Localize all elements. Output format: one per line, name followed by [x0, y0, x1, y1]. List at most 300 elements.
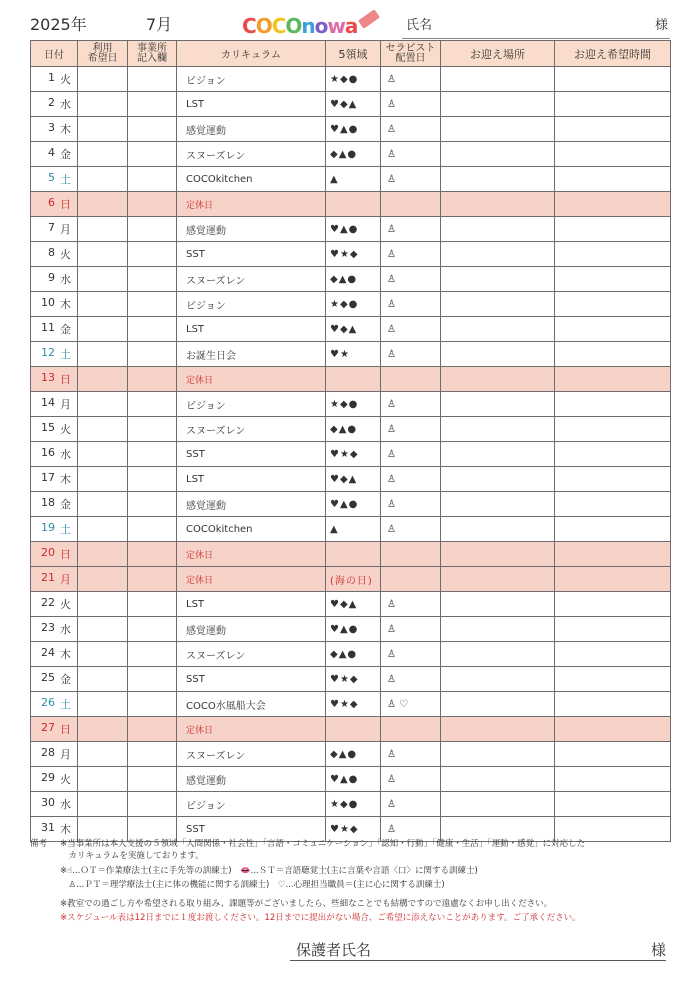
curriculum-cell: LST — [177, 317, 326, 342]
therapist-cell: ♙ — [381, 242, 441, 267]
office-note-cell[interactable] — [128, 442, 177, 467]
day-cell — [31, 567, 78, 592]
table-row — [31, 717, 671, 742]
table-row — [31, 267, 671, 292]
weekday: 木 — [60, 123, 71, 136]
pickup-time-cell[interactable] — [555, 442, 671, 467]
day-number: 23 — [41, 621, 55, 634]
pickup-time-cell[interactable] — [555, 642, 671, 667]
weekday: 月 — [60, 398, 71, 411]
use-request-cell[interactable] — [78, 342, 128, 367]
therapist-cell — [381, 567, 441, 592]
day-number: 11 — [41, 321, 55, 334]
office-note-cell[interactable] — [128, 692, 177, 717]
weekday: 金 — [60, 673, 71, 686]
pickup-time-cell[interactable] — [555, 517, 671, 542]
curriculum-cell: スヌーズレン — [177, 642, 326, 667]
pickup-time-cell[interactable] — [555, 767, 671, 792]
five-areas-cell: ◆▲● — [326, 142, 381, 167]
weekday: 月 — [60, 573, 71, 586]
note-deadline: ※スケジュール表は12日までに１度お渡しください。12日までに提出がない場合、ご希望に添えないことがあります。ご了承ください。 — [60, 913, 581, 923]
five-areas-cell: ♥▲● — [326, 217, 381, 242]
use-request-cell[interactable] — [78, 292, 128, 317]
office-note-cell[interactable] — [128, 492, 177, 517]
pickup-time-cell[interactable] — [555, 717, 671, 742]
table-row — [31, 342, 671, 367]
table-row — [31, 592, 671, 617]
use-request-cell[interactable] — [78, 242, 128, 267]
use-request-cell[interactable] — [78, 167, 128, 192]
pickup-place-cell[interactable] — [441, 342, 555, 367]
curriculum-cell: 感覚運動 — [177, 767, 326, 792]
day-number: 17 — [41, 471, 55, 484]
pickup-time-cell[interactable] — [555, 592, 671, 617]
office-note-cell[interactable] — [128, 617, 177, 642]
pickup-time-cell[interactable] — [555, 317, 671, 342]
day-number: 31 — [41, 821, 55, 834]
year-label: 2025年 — [30, 15, 87, 34]
use-request-cell[interactable] — [78, 692, 128, 717]
name-label: 氏名 — [406, 18, 433, 33]
use-request-cell[interactable] — [78, 792, 128, 817]
pickup-time-cell[interactable] — [555, 292, 671, 317]
pickup-time-cell[interactable] — [555, 742, 671, 767]
weekday: 土 — [60, 348, 71, 361]
pickup-time-cell[interactable] — [555, 792, 671, 817]
use-request-cell[interactable] — [78, 667, 128, 692]
day-cell — [31, 317, 78, 342]
weekday: 木 — [60, 298, 71, 311]
name-field[interactable] — [402, 38, 670, 39]
use-request-cell[interactable] — [78, 742, 128, 767]
day-cell — [31, 242, 78, 267]
use-request-cell[interactable] — [78, 542, 128, 567]
five-areas-cell: ♥★◆ — [326, 817, 381, 842]
weekday: 火 — [60, 598, 71, 611]
five-areas-cell: ♥▲● — [326, 617, 381, 642]
therapist-cell: ♙ — [381, 117, 441, 142]
five-areas-cell: ▲ — [326, 167, 381, 192]
pickup-time-cell[interactable] — [555, 142, 671, 167]
table-row — [31, 117, 671, 142]
office-note-cell[interactable] — [128, 342, 177, 367]
office-note-cell[interactable] — [128, 167, 177, 192]
pickup-time-cell[interactable] — [555, 492, 671, 517]
office-note-cell[interactable] — [128, 142, 177, 167]
office-note-cell[interactable] — [128, 792, 177, 817]
table-row — [31, 417, 671, 442]
col-office-note — [128, 41, 177, 67]
weekday: 木 — [60, 648, 71, 661]
curriculum-cell: COCOkitchen — [177, 517, 326, 542]
therapist-cell: ♙ — [381, 742, 441, 767]
note-line: カリキュラムを実施しております。 — [60, 851, 204, 861]
weekday: 木 — [60, 823, 71, 836]
pickup-time-cell[interactable] — [555, 342, 671, 367]
table-row — [31, 392, 671, 417]
office-note-cell[interactable] — [128, 117, 177, 142]
day-number: 14 — [41, 396, 55, 409]
use-request-cell[interactable] — [78, 492, 128, 517]
day-cell — [31, 117, 78, 142]
day-cell — [31, 342, 78, 367]
pickup-time-cell[interactable] — [555, 542, 671, 567]
pickup-place-cell[interactable] — [441, 467, 555, 492]
logo-letter: a — [344, 14, 358, 38]
therapist-cell: ♙ — [381, 317, 441, 342]
office-note-cell[interactable] — [128, 567, 177, 592]
pickup-place-cell[interactable] — [441, 67, 555, 92]
use-request-cell[interactable] — [78, 142, 128, 167]
day-number: 2 — [48, 96, 55, 109]
day-cell — [31, 442, 78, 467]
pickup-place-cell[interactable] — [441, 542, 555, 567]
table-row — [31, 442, 671, 467]
pickup-time-cell[interactable] — [555, 192, 671, 217]
therapist-cell: ♙ — [381, 667, 441, 692]
five-areas-cell: ◆▲● — [326, 642, 381, 667]
day-cell — [31, 192, 78, 217]
pickup-time-cell[interactable] — [555, 417, 671, 442]
pickup-place-cell[interactable] — [441, 692, 555, 717]
office-note-cell[interactable] — [128, 542, 177, 567]
table-row — [31, 467, 671, 492]
curriculum-cell: SST — [177, 442, 326, 467]
table-row — [31, 767, 671, 792]
use-request-cell[interactable] — [78, 367, 128, 392]
office-note-cell[interactable] — [128, 742, 177, 767]
pickup-place-cell[interactable] — [441, 767, 555, 792]
use-request-cell[interactable] — [78, 192, 128, 217]
five-areas-cell: ♥▲● — [326, 117, 381, 142]
therapist-cell: ♙ — [381, 167, 441, 192]
therapist-cell — [381, 542, 441, 567]
therapist-cell — [381, 367, 441, 392]
col-day: 日付 — [31, 41, 78, 67]
guardian-signature-field[interactable] — [290, 937, 666, 961]
use-request-cell[interactable] — [78, 642, 128, 667]
curriculum-cell: スヌーズレン — [177, 267, 326, 292]
five-areas-cell: ♥★ — [326, 342, 381, 367]
office-note-cell[interactable] — [128, 367, 177, 392]
table-header-row — [31, 41, 671, 67]
use-request-cell[interactable] — [78, 592, 128, 617]
curriculum-cell: 定休日 — [177, 192, 326, 217]
day-number: 9 — [48, 271, 55, 284]
day-number: 22 — [41, 596, 55, 609]
weekday: 火 — [60, 73, 71, 86]
curriculum-cell: LST — [177, 467, 326, 492]
logo-letter: O — [285, 14, 302, 38]
logo-letter: O — [255, 14, 272, 38]
pickup-place-cell[interactable] — [441, 567, 555, 592]
day-cell — [31, 717, 78, 742]
pickup-place-cell[interactable] — [441, 167, 555, 192]
pickup-place-cell[interactable] — [441, 242, 555, 267]
pickup-place-cell[interactable] — [441, 592, 555, 617]
therapist-cell — [381, 717, 441, 742]
pickup-time-cell[interactable] — [555, 167, 671, 192]
weekday: 金 — [60, 323, 71, 336]
day-cell — [31, 217, 78, 242]
use-request-cell[interactable] — [78, 417, 128, 442]
therapist-cell: ♙ — [381, 142, 441, 167]
use-request-cell[interactable] — [78, 217, 128, 242]
curriculum-cell: ビジョン — [177, 392, 326, 417]
use-request-cell[interactable] — [78, 617, 128, 642]
day-number: 4 — [48, 146, 55, 159]
office-note-cell[interactable] — [128, 592, 177, 617]
day-number: 21 — [41, 571, 55, 584]
five-areas-cell — [326, 192, 381, 217]
curriculum-cell: SST — [177, 667, 326, 692]
day-number: 8 — [48, 246, 55, 259]
office-note-cell[interactable] — [128, 767, 177, 792]
day-cell — [31, 367, 78, 392]
use-request-cell[interactable] — [78, 117, 128, 142]
five-areas-cell: ♥★◆ — [326, 242, 381, 267]
pickup-place-cell[interactable] — [441, 142, 555, 167]
five-areas-cell — [326, 367, 381, 392]
day-cell — [31, 467, 78, 492]
office-note-cell[interactable] — [128, 467, 177, 492]
col-office-note-label: 事業所 記入欄 — [137, 42, 167, 64]
therapist-cell: ♙ — [381, 442, 441, 467]
logo-letter: w — [327, 14, 345, 38]
day-cell — [31, 617, 78, 642]
pickup-place-cell[interactable] — [441, 217, 555, 242]
notes-label: 備考 — [30, 839, 48, 849]
curriculum-cell: スヌーズレン — [177, 417, 326, 442]
curriculum-cell: COCOkitchen — [177, 167, 326, 192]
pickup-time-cell[interactable] — [555, 267, 671, 292]
note-line: ※☝...ＯＴ＝作業療法士(主に手先等の訓練士) 👄...ＳＴ＝言語聴覚士(主に言葉や言語〈口〉に関する訓練士) — [60, 866, 478, 876]
office-note-cell[interactable] — [128, 67, 177, 92]
therapist-cell: ♙ — [381, 67, 441, 92]
day-cell — [31, 542, 78, 567]
pickup-place-cell[interactable] — [441, 717, 555, 742]
day-cell — [31, 792, 78, 817]
use-request-cell[interactable] — [78, 567, 128, 592]
pickup-time-cell[interactable] — [555, 67, 671, 92]
pickup-place-cell[interactable] — [441, 442, 555, 467]
five-areas-cell: ◆▲● — [326, 267, 381, 292]
table-row — [31, 492, 671, 517]
day-cell — [31, 417, 78, 442]
day-number: 28 — [41, 746, 55, 759]
pickup-place-cell[interactable] — [441, 92, 555, 117]
coconowa-logo — [242, 8, 379, 38]
table-row — [31, 292, 671, 317]
office-note-cell[interactable] — [128, 292, 177, 317]
weekday: 水 — [60, 798, 71, 811]
five-areas-cell: ♥◆▲ — [326, 592, 381, 617]
use-request-cell[interactable] — [78, 317, 128, 342]
table-row — [31, 642, 671, 667]
use-request-cell[interactable] — [78, 467, 128, 492]
guardian-label: 保護者氏名 — [296, 941, 372, 959]
pickup-time-cell[interactable] — [555, 117, 671, 142]
day-cell — [31, 692, 78, 717]
curriculum-cell: 定休日 — [177, 717, 326, 742]
day-number: 27 — [41, 721, 55, 734]
table-row — [31, 67, 671, 92]
therapist-cell: ♙ — [381, 617, 441, 642]
five-areas-cell — [326, 542, 381, 567]
therapist-cell: ♙ — [381, 642, 441, 667]
curriculum-cell: 定休日 — [177, 367, 326, 392]
pickup-place-cell[interactable] — [441, 192, 555, 217]
weekday: 日 — [60, 198, 71, 211]
pickup-time-cell[interactable] — [555, 467, 671, 492]
weekday: 月 — [60, 223, 71, 236]
weekday: 金 — [60, 498, 71, 511]
use-request-cell[interactable] — [78, 92, 128, 117]
weekday: 水 — [60, 273, 71, 286]
logo-letter: n — [301, 14, 315, 38]
col-areas: 5領域 — [326, 41, 381, 67]
five-areas-cell: ▲ — [326, 517, 381, 542]
pickup-time-cell[interactable] — [555, 392, 671, 417]
table-row — [31, 567, 671, 592]
pickup-time-cell[interactable] — [555, 217, 671, 242]
day-cell — [31, 392, 78, 417]
office-note-cell[interactable] — [128, 642, 177, 667]
therapist-cell: ♙ ♡ — [381, 692, 441, 717]
weekday: 水 — [60, 448, 71, 461]
table-row — [31, 167, 671, 192]
office-note-cell[interactable] — [128, 242, 177, 267]
logo-letter: o — [314, 14, 328, 38]
day-number: 25 — [41, 671, 55, 684]
curriculum-cell: COCO水風船大会 — [177, 692, 326, 717]
day-number: 10 — [41, 296, 55, 309]
pickup-place-cell[interactable] — [441, 292, 555, 317]
office-note-cell[interactable] — [128, 217, 177, 242]
day-number: 13 — [41, 371, 55, 384]
note-line: ※当事業所は本人支援の５領域「人間関係・社会性」「言語・コミュニケーション」「認知・行動」「健康・生活」「運動・感覚」に対応した — [60, 839, 586, 849]
use-request-cell[interactable] — [78, 717, 128, 742]
weekday: 火 — [60, 423, 71, 436]
use-request-cell[interactable] — [78, 517, 128, 542]
five-areas-cell: ★◆● — [326, 392, 381, 417]
pickup-place-cell[interactable] — [441, 667, 555, 692]
therapist-cell: ♙ — [381, 767, 441, 792]
table-row — [31, 92, 671, 117]
curriculum-cell: 定休日 — [177, 567, 326, 592]
day-cell — [31, 742, 78, 767]
weekday: 金 — [60, 148, 71, 161]
pickup-time-cell[interactable] — [555, 692, 671, 717]
curriculum-cell: お誕生日会 — [177, 342, 326, 367]
weekday: 火 — [60, 248, 71, 261]
pickup-time-cell[interactable] — [555, 92, 671, 117]
five-areas-cell: ◆▲● — [326, 417, 381, 442]
pickup-place-cell[interactable] — [441, 267, 555, 292]
pickup-place-cell[interactable] — [441, 417, 555, 442]
five-areas-cell: ♥★◆ — [326, 692, 381, 717]
pickup-place-cell[interactable] — [441, 367, 555, 392]
five-areas-cell: ♥★◆ — [326, 667, 381, 692]
five-areas-cell: ★◆● — [326, 292, 381, 317]
weekday: 月 — [60, 748, 71, 761]
pickup-place-cell[interactable] — [441, 742, 555, 767]
office-note-cell[interactable] — [128, 667, 177, 692]
pickup-place-cell[interactable] — [441, 642, 555, 667]
day-cell — [31, 492, 78, 517]
office-note-cell[interactable] — [128, 417, 177, 442]
pickup-place-cell[interactable] — [441, 117, 555, 142]
five-areas-cell: (海の日) — [326, 567, 381, 592]
use-request-cell[interactable] — [78, 767, 128, 792]
note-line: ※教室での過ごし方や希望される取り組み、課題等がございましたら、些細なことでも結構ですので遠慮なくお申し出ください。 — [60, 899, 553, 909]
curriculum-cell: 感覚運動 — [177, 217, 326, 242]
office-note-cell[interactable] — [128, 392, 177, 417]
therapist-cell: ♙ — [381, 792, 441, 817]
weekday: 水 — [60, 623, 71, 636]
five-areas-cell: ♥▲● — [326, 767, 381, 792]
pickup-time-cell[interactable] — [555, 567, 671, 592]
day-cell — [31, 292, 78, 317]
five-areas-cell: ♥◆▲ — [326, 92, 381, 117]
curriculum-cell: ビジョン — [177, 67, 326, 92]
day-number: 12 — [41, 346, 55, 359]
pickup-place-cell[interactable] — [441, 392, 555, 417]
note-line: ♙...ＰＴ＝理学療法士(主に体の機能に関する訓練士) ♡...心理担当職員＝(主に心に関する訓練士) — [60, 880, 445, 890]
office-note-cell[interactable] — [128, 267, 177, 292]
curriculum-cell: スヌーズレン — [177, 142, 326, 167]
name-honorific: 様 — [654, 18, 668, 33]
pickup-place-cell[interactable] — [441, 517, 555, 542]
office-note-cell[interactable] — [128, 192, 177, 217]
pickup-time-cell[interactable] — [555, 667, 671, 692]
weekday: 土 — [60, 523, 71, 536]
day-cell — [31, 517, 78, 542]
day-cell — [31, 667, 78, 692]
use-request-cell[interactable] — [78, 67, 128, 92]
col-use-request — [78, 41, 128, 67]
therapist-cell: ♙ — [381, 517, 441, 542]
use-request-cell[interactable] — [78, 267, 128, 292]
office-note-cell[interactable] — [128, 317, 177, 342]
pickup-time-cell[interactable] — [555, 367, 671, 392]
day-cell — [31, 92, 78, 117]
use-request-cell[interactable] — [78, 442, 128, 467]
curriculum-cell: スヌーズレン — [177, 742, 326, 767]
office-note-cell[interactable] — [128, 92, 177, 117]
use-request-cell[interactable] — [78, 392, 128, 417]
office-note-cell[interactable] — [128, 717, 177, 742]
table-row — [31, 792, 671, 817]
pickup-place-cell[interactable] — [441, 317, 555, 342]
pickup-time-cell[interactable] — [555, 242, 671, 267]
table-row — [31, 142, 671, 167]
day-number: 20 — [41, 546, 55, 559]
pickup-place-cell[interactable] — [441, 792, 555, 817]
curriculum-cell: LST — [177, 92, 326, 117]
office-note-cell[interactable] — [128, 517, 177, 542]
therapist-cell: ♙ — [381, 267, 441, 292]
pickup-place-cell[interactable] — [441, 617, 555, 642]
day-cell — [31, 642, 78, 667]
day-number: 1 — [48, 71, 55, 84]
five-areas-cell: ♥★◆ — [326, 442, 381, 467]
five-areas-cell: ★◆● — [326, 792, 381, 817]
pickup-place-cell[interactable] — [441, 492, 555, 517]
weekday: 火 — [60, 773, 71, 786]
pickup-time-cell[interactable] — [555, 617, 671, 642]
col-use-request-label: 利用 希望日 — [87, 42, 118, 64]
